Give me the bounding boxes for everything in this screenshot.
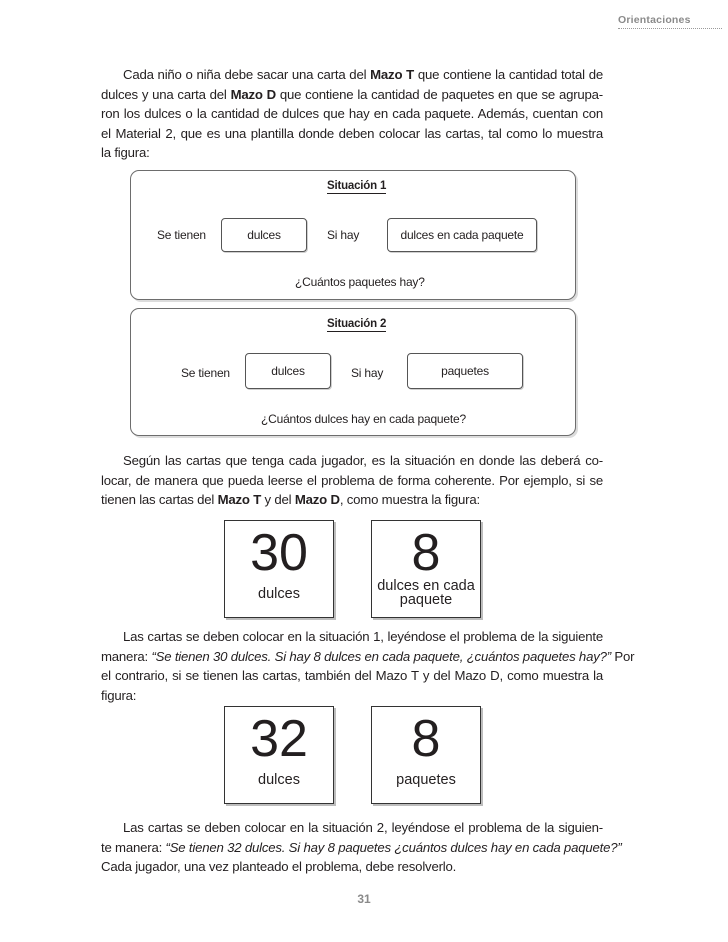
paragraph-intro: [101, 65, 603, 163]
card-mazo-t-32: [224, 706, 334, 804]
situation-1-template: [130, 170, 576, 300]
card-number: 32: [250, 710, 308, 768]
paragraph-line: Cada jugador, una vez planteado el problema, debe resolverlo.: [101, 859, 457, 875]
card-label: dulces: [258, 586, 300, 602]
situation-2-title: Situación 2: [327, 318, 387, 330]
card-number: 8: [411, 710, 441, 768]
paragraph-example-2: [101, 627, 635, 705]
situation-1-have-text: Se tienen: [157, 228, 206, 242]
paragraph-line: Cada niño o niña debe sacar una carta del Mazo T que contiene la cantidad total de: [123, 67, 603, 82]
paragraph-line: la figura:: [101, 145, 150, 161]
situation-1-question: ¿Cuántos paquetes hay?: [295, 275, 425, 289]
mazo-d-term: Mazo D: [294, 492, 340, 508]
paragraph-conclusion: [101, 818, 622, 877]
situation-2-have-text: Se tienen: [181, 366, 230, 380]
situation-2-packages-slot: paquetes: [407, 353, 523, 389]
card-label: paquetes: [396, 772, 456, 788]
card-number: 30: [250, 524, 308, 582]
paragraph-line: te manera: “Se tienen 32 dulces. Si hay 8 paquetes ¿cuántos dulces hay en cada paquete?”: [101, 839, 622, 855]
problem-quote: “Se tienen 32 dulces. Si hay 8 paquetes ¿cuántos dulces hay en cada paquete?”: [165, 839, 622, 855]
running-header: Orientaciones: [618, 14, 691, 26]
situation-1-if-text: Si hay: [327, 228, 360, 242]
paragraph-line: locar, de manera que pueda leerse el problema de forma coherente. Por ejemplo, si se: [101, 472, 603, 488]
paragraph-example-1: [101, 451, 603, 510]
paragraph-line: Según las cartas que tenga cada jugador, es la situación en donde las deberá co-: [123, 453, 603, 468]
card-label-line: dulces en cada: [377, 578, 475, 594]
card-label: dulces: [258, 772, 300, 788]
paragraph-line: Las cartas se deben colocar en la situación 1, leyéndose el problema de la siguiente: [123, 629, 603, 644]
card-number: 8: [411, 524, 441, 582]
situation-2-question: ¿Cuántos dulces hay en cada paquete?: [261, 412, 466, 426]
situation-1-candies-slot: dulces: [221, 218, 307, 252]
mazo-t-term: Mazo T: [217, 492, 262, 508]
paragraph-line: figura:: [101, 687, 137, 703]
paragraph-line: dulces y una carta del Mazo D que contiene la cantidad de paquetes en que se agrupa-: [101, 86, 603, 102]
card-mazo-d-8-packages: [371, 706, 481, 804]
paragraph-line: el contrario, si se tienen las cartas, también del Mazo T y del Mazo D, como muestra la: [101, 668, 603, 684]
header-dotted-rule: [618, 28, 722, 29]
mazo-d-term: Mazo D: [230, 86, 276, 102]
card-mazo-d-8-per-package: [371, 520, 481, 618]
situation-1-per-package-slot: dulces en cada paquete: [387, 218, 537, 252]
situation-2-candies-slot: dulces: [245, 353, 331, 389]
mazo-t-term: Mazo T: [370, 67, 414, 82]
situation-2-if-text: Si hay: [351, 366, 384, 380]
paragraph-line: Las cartas se deben colocar en la situación 2, leyéndose el problema de la siguien-: [123, 820, 603, 835]
situation-2-template: [130, 308, 576, 436]
paragraph-line: manera: “Se tienen 30 dulces. Si hay 8 dulces en cada paquete, ¿cuántos paquetes hay?” Por: [101, 648, 635, 664]
card-mazo-t-30: [224, 520, 334, 618]
paragraph-line: el Material 2, que es una plantilla donde deben colocar las cartas, tal como lo muestra: [101, 125, 603, 141]
card-label-line: paquete: [399, 592, 453, 608]
paragraph-line: ron los dulces o la cantidad de dulces que hay en cada paquete. Además, cuentan con: [101, 106, 603, 122]
card-label: [372, 579, 480, 607]
situation-1-title: Situación 1: [327, 180, 387, 192]
paragraph-line: tienen las cartas del Mazo T y del Mazo D, como muestra la figura:: [101, 492, 480, 508]
page-number: 31: [357, 892, 371, 906]
problem-quote: “Se tienen 30 dulces. Si hay 8 dulces en cada paquete, ¿cuántos paquetes hay?”: [151, 648, 611, 664]
